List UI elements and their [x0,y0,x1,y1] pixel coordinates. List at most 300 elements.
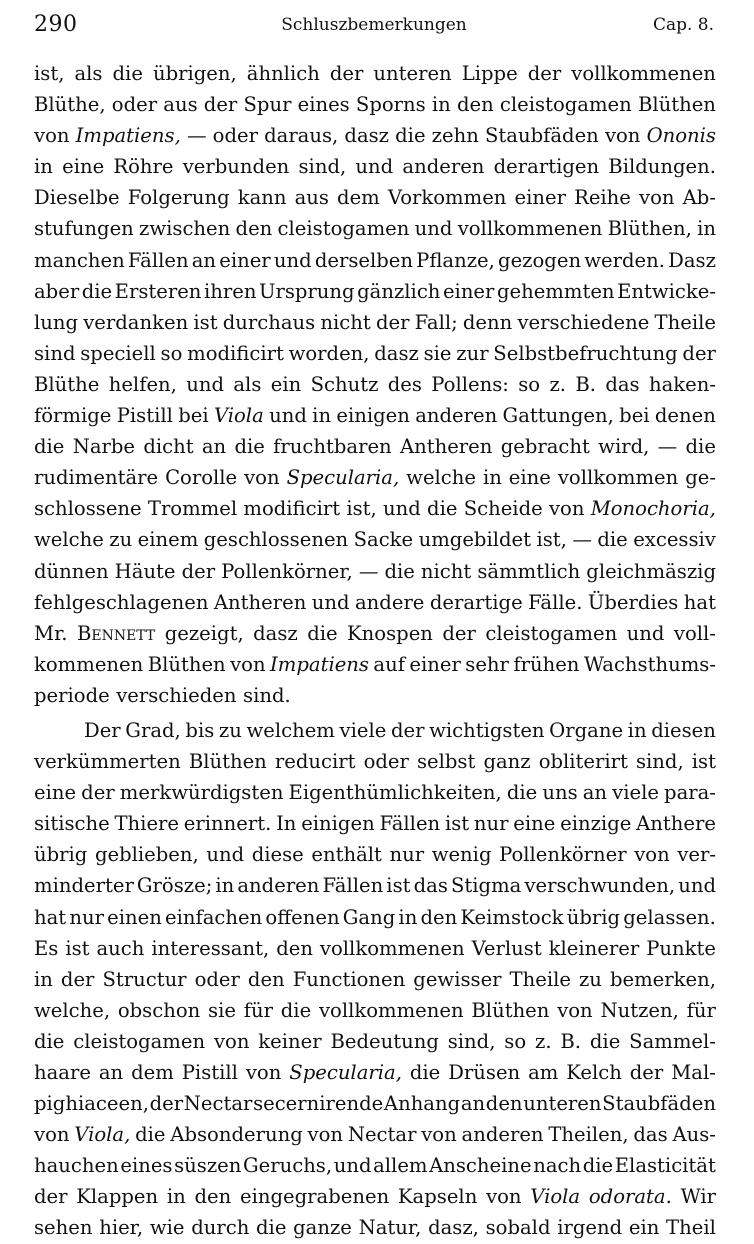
word: für [243,998,273,1022]
word: der [149,1092,184,1116]
word: wenig [431,843,492,867]
word: Wir [680,1185,716,1209]
word: nur [473,812,509,836]
word: Nectar [183,1092,253,1116]
word: an [582,781,608,805]
word: die [427,497,458,521]
word: anderen [402,155,485,179]
running-head: Schluszbemerkungen [281,15,467,35]
word: ist [65,936,90,960]
text-line [34,213,716,244]
text-line [34,746,716,777]
word: Pollens: [431,372,509,396]
word: gewisser [413,967,502,991]
word: in [34,155,53,179]
word: so [504,1029,527,1053]
word: Wachsthums- [583,652,716,676]
text-line [34,182,716,213]
word: gehemmten [496,279,615,303]
word: gelassen. [623,905,716,929]
word: sobald [485,1216,551,1240]
word: Gattungen, [502,404,614,428]
word: Anscheine [429,1154,532,1178]
word: Structur [102,967,187,991]
word: zu [109,528,133,552]
word: so [160,341,183,365]
word: den [235,217,273,241]
word: in [34,967,53,991]
word: verbunden [182,155,290,179]
word: der [442,621,476,645]
word: cleistogamen [277,217,410,241]
word: bei [178,404,209,428]
word: Blüthen [147,652,226,676]
word: cleistogamen [499,93,632,117]
word: B. [560,1029,582,1053]
word: von [634,843,670,867]
word: der [682,341,716,365]
word: andere [355,590,425,614]
word: den [276,936,313,960]
word: der [375,310,410,334]
word: ist [386,874,411,898]
word: von [244,466,280,490]
word: umgebildet [418,528,532,552]
word: aber [34,279,80,303]
word: Blüthen, [607,217,692,241]
word: einer [442,279,495,303]
word: der [203,93,238,117]
word: die [506,781,538,805]
word: selbst [416,750,476,774]
text-line [34,839,716,870]
word: gleichmäszig [586,559,716,583]
word: Nectar [347,1123,417,1147]
word: so [518,372,541,396]
word: vollkommenen [318,998,464,1022]
word: ein [270,372,302,396]
word: Theile [654,310,716,334]
text-line [34,808,716,839]
word: Röhre [113,155,174,179]
word: rudimentäre [34,466,159,490]
word: B. [575,372,596,396]
word: Blüthen [188,750,267,774]
word: modificirt [187,341,284,365]
word: von [604,124,641,148]
word: gänzlich [357,279,441,303]
word: voll- [673,621,716,645]
word: — [572,528,592,552]
word: an [191,248,217,272]
word: Mr. [34,621,68,645]
text-line [34,276,716,307]
word: und [206,843,245,867]
text-line [34,870,716,901]
word: Specularia, [289,1061,402,1084]
word: daraus, [264,124,339,148]
word: Geruchs, [242,1154,333,1178]
word: der [390,718,425,742]
word: ihren [203,279,257,303]
word: In [276,812,297,836]
word: Stigma [450,874,522,898]
word: Ersteren [114,279,202,303]
word: ganze [293,1216,352,1240]
word: Keimstock [460,905,564,929]
word: den [456,93,494,117]
word: durch [191,1216,250,1240]
word: ist, [536,528,567,552]
word: eine [34,781,77,805]
word: Mal- [671,1061,716,1084]
word: Pollenkörner, [221,559,353,583]
text-line [34,151,716,182]
word: bei [619,404,650,428]
word: und [383,497,421,521]
word: vollkommenen [457,217,603,241]
word: geblieben, [94,843,199,867]
text-line [34,307,716,338]
word: Staubfäden [602,1092,716,1116]
word: nicht [320,310,371,334]
word: verkümmerten [34,750,181,774]
word: einzige [560,812,632,836]
word: cleistogamen [485,621,618,645]
word: Vorkommen [387,186,507,210]
word: als [233,372,262,396]
word: in [398,905,418,929]
word: oder [212,124,258,148]
word: einer [514,186,566,210]
word: ist [444,812,470,836]
word: Punkte [646,936,716,960]
word: geschlossenen [203,528,349,552]
word: der [329,62,364,85]
word: Spur [243,93,292,117]
word: an [98,1061,124,1084]
word: und [414,217,453,241]
word: von [34,124,70,148]
word: ist [691,750,716,774]
text-line [34,995,716,1026]
word: z. [535,1029,552,1053]
word: nach [533,1154,582,1178]
word: ein [628,1216,660,1240]
word: zwischen [139,217,231,241]
word: haken- [648,372,716,396]
word: helfen, [108,372,177,396]
word: manchen [34,248,125,272]
word: die [582,1154,614,1178]
word: Blüthen [637,93,716,117]
word: unteren [373,62,452,85]
word: welche, [34,998,111,1022]
word: von [486,1185,522,1209]
word: Viola, [74,1123,131,1147]
word: die [280,998,312,1022]
word: der [60,967,95,991]
word: derartigen [493,155,600,179]
word: Schutz [310,372,379,396]
word: werden. [584,248,665,272]
word: ganz [483,750,531,774]
word: stufungen [34,217,134,241]
word: z. [549,372,566,396]
word: von [421,1123,457,1147]
word: Pistill [181,1061,238,1084]
word: von [34,1123,70,1147]
word: das [605,372,640,396]
word: unteren [523,1092,602,1116]
text-line [34,1026,716,1057]
word: Thiere [114,812,179,836]
word: keiner [258,1029,322,1053]
word: ver- [677,843,716,867]
word: der [629,1061,664,1084]
word: des [387,372,422,396]
word: Anthere [636,812,716,836]
word: gezeigt, [164,621,244,645]
word: odorata. [588,1185,672,1209]
word: sind, [298,155,347,179]
word: fehlgeschlagenen [34,590,209,614]
text-line [34,556,716,587]
word: Es [34,936,59,960]
word: von [548,497,585,521]
word: und [269,404,307,428]
word: Blüthe, [34,93,106,117]
word: Kelch [566,1061,622,1084]
word: sind. [243,683,291,707]
text-line [34,400,716,431]
word: eine [62,155,105,179]
word: Überdies [587,590,679,614]
text-line [34,618,716,649]
word: Fällen [379,812,441,836]
text-line [34,1057,716,1088]
word: aus [163,93,198,117]
word: Pollenkörner [499,843,627,867]
word: Klappen [76,1185,159,1209]
body-text [34,58,716,1244]
word: und [186,372,225,396]
text-line [34,493,716,524]
text-line [34,1212,716,1243]
word: Kapseln [397,1185,478,1209]
word: eine [508,466,551,490]
word: sie [423,341,452,365]
word: Monochoria, [590,497,716,521]
word: durchaus [222,310,316,334]
text-line [34,649,716,680]
word: Theilen, [548,1123,629,1147]
word: Fall; [414,310,458,334]
word: Bennett [76,621,156,645]
word: — [186,124,207,148]
word: Trommel [147,497,238,521]
text-line [34,933,716,964]
word: gebracht [500,435,590,459]
word: sind, [447,1029,496,1053]
word: nicht [420,559,472,583]
word: ge- [685,466,716,490]
word: offenen [265,905,340,929]
word: und [355,155,394,179]
word: zu [218,718,242,742]
word: vollkommenen [319,936,465,960]
word: dem [131,1061,174,1084]
word: Ononis [646,124,716,148]
word: übrigen, [152,62,237,85]
word: in [627,718,647,742]
word: von [557,998,593,1022]
word: die [685,435,716,459]
word: den [194,1185,232,1209]
word: cleistogamen [73,1029,206,1053]
word: süszen [174,1154,242,1178]
word: Reihe [574,186,631,210]
word: Absonderung [170,1123,303,1147]
word: der [181,559,216,583]
word: an [460,1092,486,1116]
chapter-reference: Cap. 8. [652,15,714,35]
word: wichtigsten [429,718,545,742]
word: zur [456,341,489,365]
word: Sacke [353,528,414,552]
text-line [34,1181,716,1212]
word: die [307,621,338,645]
word: oder [111,93,158,117]
word: diesen [651,718,716,742]
word: Impatiens, [75,124,181,148]
word: einigen [301,812,375,836]
text-line [34,245,716,276]
word: von [213,1029,250,1053]
word: Lippe [461,62,518,85]
word: haare [34,1061,91,1084]
word: Natur, [358,1216,422,1240]
word: reducirt [274,750,356,774]
word: dasz [374,341,419,365]
word: hier, [99,1216,144,1240]
word: Pflanze, [416,248,495,272]
word: ist, [34,62,65,85]
word: Anhang [383,1092,461,1116]
word: und [626,621,665,645]
word: obschon [117,998,201,1022]
word: Narbe [72,435,136,459]
word: erinnert. [183,812,272,836]
word: anderen [415,404,498,428]
word: worden, [288,341,370,365]
word: oder [194,967,240,991]
word: sehen [34,1216,93,1240]
word: von [245,1061,282,1084]
word: Corolle [165,466,238,490]
text-line [34,120,716,151]
word: die [597,528,628,552]
word: Gang [342,905,396,929]
word: einfachen [165,905,263,929]
word: die [256,1216,287,1240]
word: Verlust [471,936,542,960]
word: welchem [246,718,335,742]
word: welche [406,466,476,490]
word: die [81,279,113,303]
word: Aus- [672,1123,716,1147]
word: vollkommen [557,466,679,490]
word: periode [34,683,110,707]
word: sitische [34,812,110,836]
word: kann [237,186,287,210]
word: Theile [509,967,571,991]
word: allem [373,1154,428,1178]
word: hat [34,905,67,929]
word: Ursprung [258,279,355,303]
word: dünnen [34,559,109,583]
text-line [34,587,716,618]
word: die [34,435,65,459]
word: die [409,1061,441,1084]
text-line [34,680,716,711]
word: nur [389,843,425,867]
text-line [34,338,716,369]
word: bemerken, [609,967,716,991]
word: Sammel- [629,1029,716,1053]
word: denn [462,310,513,334]
word: Grösze; [136,874,213,898]
word: modificirt [243,497,341,521]
word: schlossene [34,497,142,521]
word: in [166,1185,186,1209]
word: — [358,559,379,583]
word: Selbstbefruchtung [493,341,678,365]
word: enthält [311,843,382,867]
word: interessant, [151,936,270,960]
word: vollkommenen [571,62,716,85]
text-line [34,1088,716,1119]
word: anderen [237,874,320,898]
word: kleinerer [548,936,640,960]
word: auch [96,936,145,960]
word: Blüthen [471,998,550,1022]
word: eines [297,93,350,117]
word: ist [193,310,218,334]
word: sämmtlich [477,559,581,583]
text-line [34,431,716,462]
word: minderter [34,874,134,898]
word: einen [107,905,162,929]
word: Functionen [292,967,406,991]
word: Bildungen. [608,155,716,179]
word: in [431,93,451,117]
word: viele [612,781,659,805]
word: Folgerung [127,186,230,210]
word: sind, [635,750,684,774]
page-number: 290 [34,12,78,37]
text-line [34,964,716,995]
word: die [34,1029,65,1053]
word: ähnlich [246,62,320,85]
word: bis [185,718,215,742]
word: Drüsen [448,1061,521,1084]
word: von [307,1123,344,1147]
word: frühen [513,652,580,676]
word: dasz [253,621,298,645]
word: von [639,186,675,210]
word: Knospen [347,621,433,645]
